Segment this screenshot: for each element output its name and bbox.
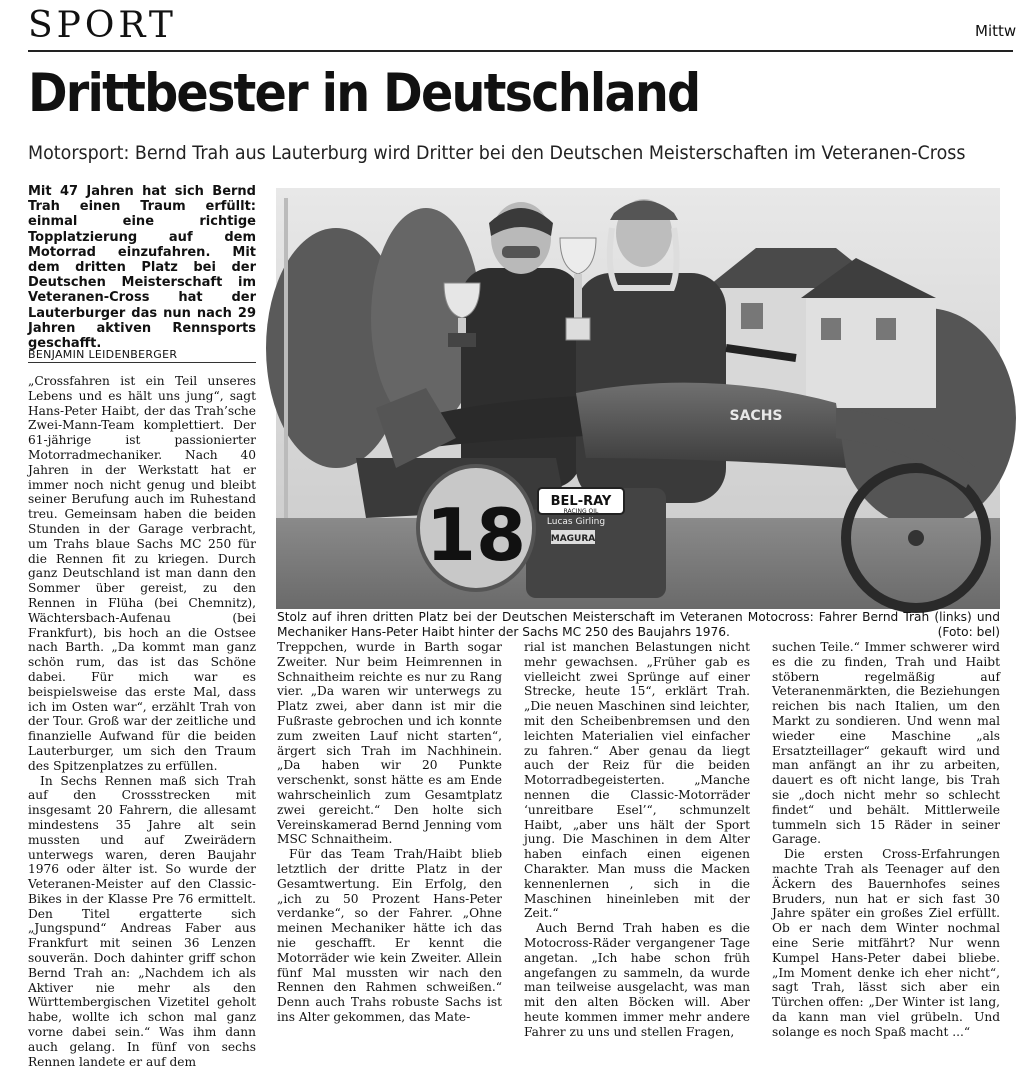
body-paragraph: rial ist manchen Belastungen nicht mehr gewachsen. „Früher gab es vielleicht zwei Sprünge auf einer Strecke, heute 15“, erklärt Trah. „Die neuen Maschinen sind leichter, mit den Scheibenbremsen und den leichten Materialien viel einfacher zu fahren.“ Aber genau da liegt auch der Reiz für die beiden Motorradbegeisterten. „Manche nennen die Classic-Motorräder ‘unreitbare Esel’“, schmunzelt Haibt, „aber uns hält der Sport jung. Die Maschinen in dem Alter haben einfach einen eigenen Charakter. Man muss die Macken kennenlernen , sich in die Maschinen hineinleben mit der Zeit.“ (524, 640, 750, 921)
photo-illustration (276, 188, 1000, 609)
photo-credit: (Foto: bel) (937, 625, 1000, 639)
body-paragraph: suchen Teile.“ Immer schwerer wird es die zu finden, Trah und Haibt stöbern regelmäßig auf Veteranenmärkten, die Beziehungen reichen bis nach Italien, um den Markt zu sondieren. Und wenn mal wieder eine Maschine „als Ersatzteillager“ gekauft wird und man anfängt an ihr zu arbeiten, dauert es oft nicht lange, bis Trah sie „doch nicht mehr so schlecht findet“ und behält. Mittlerweile tummeln sich 15 Räder in seiner Garage. (772, 640, 1000, 847)
lead-paragraph: Mit 47 Jahren hat sich Bernd Trah einen Traum erfüllt: einmal eine richtige Topplatzierung auf dem Motorrad einzufahren. Mit dem dritten Platz bei der Deutschen Meisterschaft im Veteranen-Cross hat der Lauterburger das nun nach 29 Jahren aktiven Rennsports geschafft. (28, 184, 256, 352)
body-column-1 (28, 374, 256, 1069)
caption-text: Stolz auf ihren dritten Platz bei der Deutschen Meisterschaft im Veteranen Motocross: Fahrer Bernd Trah (links) und Mechaniker Hans-Peter Haibt hinter der Sachs MC 250 des Baujahrs 1976. (277, 610, 1000, 639)
subheadline: Motorsport: Bernd Trah aus Lauterburg wird Dritter bei den Deutschen Meisterschaften im Veteranen-Cross (28, 142, 966, 164)
svg-text:RACING OIL: RACING OIL (563, 508, 599, 515)
photo-caption (277, 610, 1000, 640)
body-paragraph: Treppchen, wurde in Barth sogar Zweiter. Nur beim Heimrennen in Schnaitheim reichte es nur zu Rang vier. „Da waren wir unterwegs zu Platz zwei, aber dann ist mir die Fußraste gebrochen und ich konnte zum zweiten Lauf nicht starten“, ärgert sich Trah im Nachhinein. „Da haben wir 20 Punkte verschenkt, sonst hätte es am Ende wahrscheinlich zum Gesamtplatz zwei gereicht.“ Den holte sich Vereinskamerad Bernd Jenning vom MSC Schnaitheim. (277, 640, 502, 847)
header-rule (28, 50, 1013, 52)
tank-brand: SACHS (729, 408, 783, 424)
body-paragraph: Die ersten Cross-Erfahrungen machte Trah als Teenager auf den Äckern des Bauernhofes seines Bruders, nun hat er sich fast 30 Jahre später ein großes Ziel erfüllt. Ob er nach dem Winter nochmal eine Serie mitfährt? Nur wenn Kumpel Hans-Peter dabei bliebe. „Im Moment denke ich eher nicht“, sagt Trah, lässt sich aber ein Türchen offen: „Der Winter ist lang, da kann man viel grübeln. Und solange es noch Spaß macht ...“ (772, 847, 1000, 1039)
body-paragraph: Für das Team Trah/Haibt blieb letztlich der dritte Platz in der Gesamtwertung. Ein Erfolg, den „ich zu 50 Prozent Hans-Peter verdanke“, so der Fahrer. „Ohne meinen Mechaniker hätte ich das nie geschafft. Er kennt die Motorräder wie kein Zweiter. Allein fünf Mal mussten wir nach den Rennen den Rahmen schweißen.“ Denn auch Trahs robuste Sachs ist ins Alter gekommen, das Mate- (277, 847, 502, 1024)
lucas-sticker: Lucas Girling (546, 517, 606, 527)
byline-rule (28, 362, 256, 363)
byline: BENJAMIN LEIDENBERGER (28, 348, 178, 361)
body-column-2 (277, 640, 502, 1024)
section-title: SPORT (28, 5, 177, 46)
body-paragraph: Auch Bernd Trah haben es die Motocross-Räder vergangener Tage angetan. „Ich habe schon früh angefangen zu sammeln, da wurde man teilweise ausgelacht, was man mit den alten Böcken will. Aber heute kommen immer mehr andere Fahrer zu uns und stellen Fragen, (524, 921, 750, 1039)
article-photo (276, 188, 1000, 609)
svg-text:BEL-RAY: BEL-RAY (550, 494, 612, 509)
body-paragraph: „Crossfahren ist ein Teil unseres Lebens und es hält uns jung“, sagt Hans-Peter Haibt, der das Trah’sche Zwei-Mann-Team komplettiert. Der 61-jährige ist passionierter Motorradmechaniker. Nach 40 Jahren in der Werkstatt hat er immer noch nicht genug und bleibt seiner Berufung auch im Ruhestand treu. Gemeinsam haben die beiden Stunden in der Garage verbracht, um Trahs blaue Sachs MC 250 für die Rennen fit zu kriegen. Durch ganz Deutschland ist man dann den Sommer über gereist, zu den Rennen in Flüha (bei Chemnitz), Wächtersbach-Aufenau (bei Frankfurt), bis hoch an die Ostsee nach Barth. „Da kommt man ganz schön rum, das ist das Schöne dabei. Für mich war es beispielsweise das erste Mal, dass ich im Osten war“, erzählt Trah von der Tour. Groß war der zeitliche und finanzielle Aufwand für die beiden Lauterburger, um sich den Traum des Spitzenplatzes zu erfüllen. (28, 374, 256, 773)
number-plate-text: 18 (425, 493, 527, 577)
issue-date: Mittw (975, 22, 1016, 40)
headline: Drittbester in Deutschland (28, 63, 700, 124)
body-column-4 (772, 640, 1000, 1039)
body-paragraph: In Sechs Rennen maß sich Trah auf den Crossstrecken mit insgesamt 20 Fahrern, die allesamt mindestens 35 Jahre alt sein mussten und auf Zweirädern unterwegs waren, deren Baujahr 1976 oder älter ist. So wurde der Veteranen-Meister auf den Classic-Bikes in der Klasse Pre 76 ermittelt. Den Titel ergatterte sich „Jungspund“ Andreas Faber aus Frankfurt mit seinen 36 Lenzen souverän. Doch dahinter griff schon Bernd Trah an: „Nachdem ich als Aktiver nie mehr als den Württembergischen Vizetitel geholt habe, wollte ich schon mal ganz vorne dabei sein.“ Was ihm dann auch gelang. In fünf von sechs Rennen landete er auf dem (28, 773, 256, 1069)
lamp-post (284, 198, 288, 528)
svg-text:MAGURA: MAGURA (550, 534, 596, 544)
body-column-3 (524, 640, 750, 1039)
